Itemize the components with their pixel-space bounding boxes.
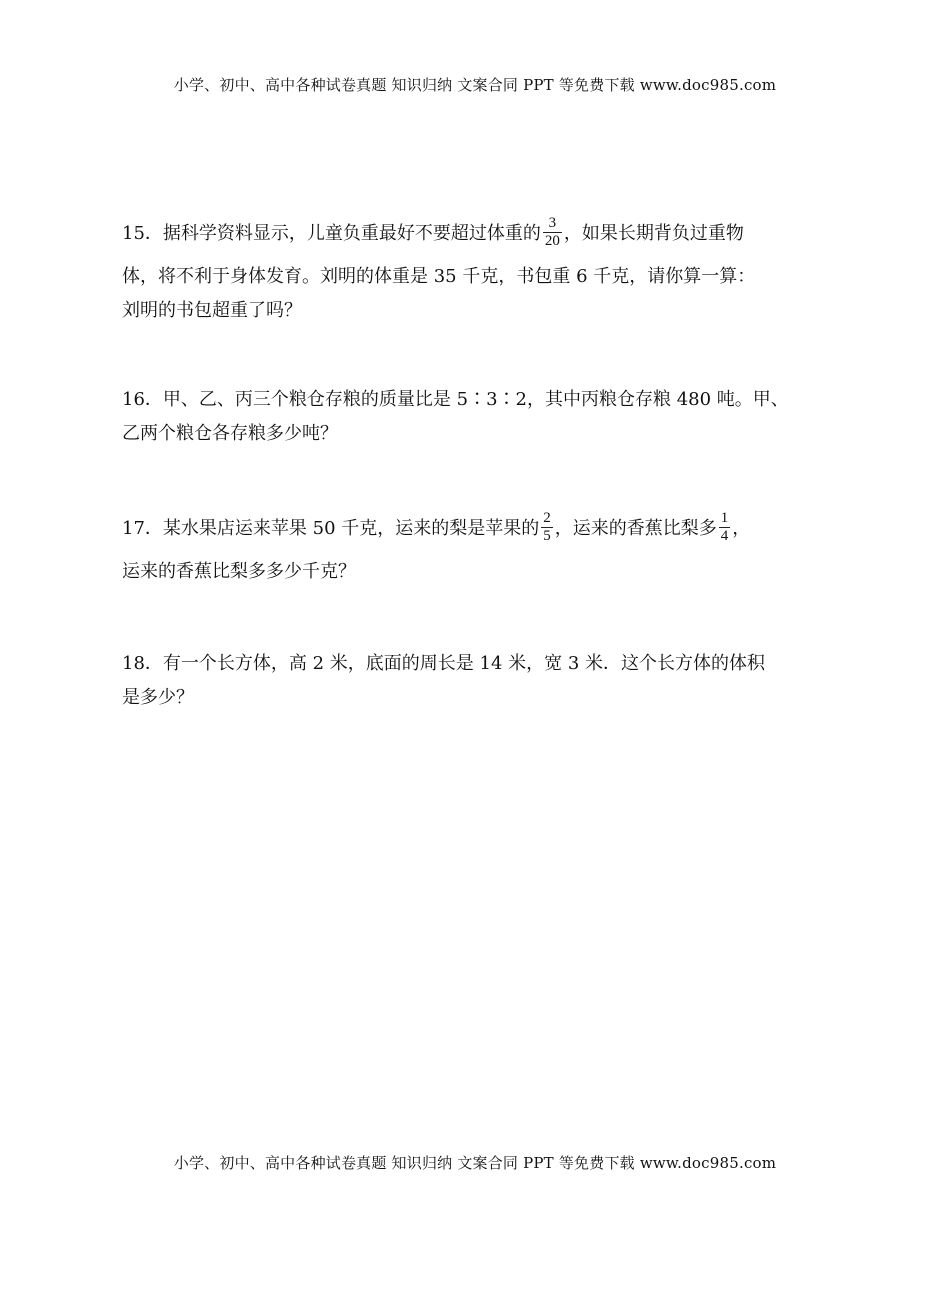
question-16 xyxy=(122,383,837,451)
question-17-text-b: ，运来的香蕉比梨多 xyxy=(554,518,717,539)
question-17-line-1 xyxy=(122,503,837,555)
question-17 xyxy=(122,503,837,589)
page-header: 小学、初中、高中各种试卷真题 知识归纳 文案合同 PPT 等免费下载 www.doc985.com xyxy=(173,76,777,94)
fraction-denominator: 20 xyxy=(544,232,560,249)
fraction-numerator: 2 xyxy=(543,509,551,526)
page-footer: 小学、初中、高中各种试卷真题 知识归纳 文案合同 PPT 等免费下载 www.doc985.com xyxy=(173,1154,777,1172)
question-17-line-2: 运来的香蕉比梨多多少千克？ xyxy=(122,561,356,582)
question-16-line-2: 乙两个粮仓各存粮多少吨？ xyxy=(122,423,338,444)
fraction-3-20 xyxy=(543,215,562,250)
fraction-numerator: 1 xyxy=(720,509,729,526)
question-17-text-a: 17．某水果店运来苹果 50 千克，运来的梨是苹果的 xyxy=(122,518,540,539)
question-15-line-1 xyxy=(122,208,837,260)
question-18-line-2: 是多少？ xyxy=(122,687,194,708)
fraction-2-5 xyxy=(541,510,553,545)
question-16-line-1: 16．甲、乙、丙三个粮仓存粮的质量比是 5∶3∶2，其中丙粮仓存粮 480 吨。甲、 xyxy=(122,389,789,410)
question-17-text-c: ， xyxy=(732,518,751,539)
question-15-line-3: 刘明的书包超重了吗？ xyxy=(122,300,302,321)
fraction-1-4 xyxy=(719,510,731,545)
question-18 xyxy=(122,647,837,715)
question-15 xyxy=(122,208,837,328)
question-15-line-2: 体，将不利于身体发育。刘明的体重是 35 千克，书包重 6 千克，请你算一算： xyxy=(122,266,756,287)
fraction-denominator: 5 xyxy=(543,527,551,544)
fraction-numerator: 3 xyxy=(543,215,562,233)
question-15-text-b: ，如果长期背负过重物 xyxy=(563,223,744,244)
fraction-denominator: 4 xyxy=(720,527,729,544)
question-18-line-1: 18．有一个长方体，高 2 米，底面的周长是 14 米，宽 3 米．这个长方体的体积 xyxy=(122,653,766,674)
question-15-text-a: 15．据科学资料显示，儿童负重最好不要超过体重的 xyxy=(122,223,541,244)
